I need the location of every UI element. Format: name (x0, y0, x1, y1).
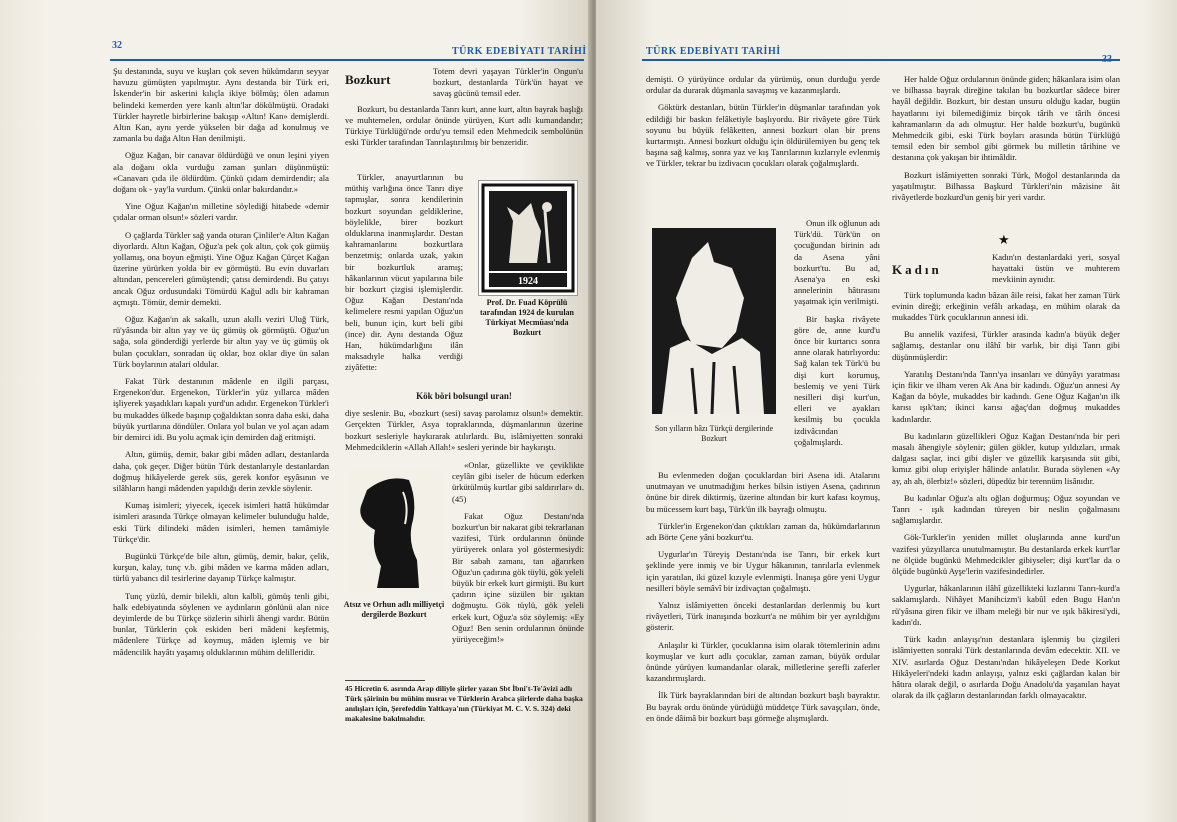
header-rule-left (110, 59, 584, 61)
header-rule-right (642, 59, 1120, 61)
paragraph: Bu kadınların güzellikleri Oğuz Kağan Destanı'nda bir peri masalı âhengiyle söylenir; gülen gökler, kutup yıldızları, ırmak dalgası saçlar, inci gibi dişler ve güzellik karşısında süt gibi, kımız gibi olup eriyişler hâlinde anlatılır. Burada söylenen «Ay ay, ah ah, ölerbiz!» sözleri, düpedüz bir terennüm lisânıdır. (892, 430, 1120, 486)
figure-atsiz-orhun-bozkurt (347, 470, 441, 592)
paragraph: Onun ilk oğlunun adı Türk'dü. Türk'ün on çocuğundan birinin adı da Asena yâni bozkurt'tu. Bu ad, Asena'ya en eski annelerinin hâtırasını yaşatmak için verilmişti. (794, 218, 880, 307)
figure-turkcu-bozkurt (652, 228, 776, 414)
paragraph: Uygurlar'ın Türeyiş Destanı'nda ise Tanrı, bir erkek kurt şeklinde yere inmiş ve bir Uygur hâkanının, tanrılarla evlenmek için yaratılan, iki güzel kızıyle evlenmişti. İnanışa göre yeni Uygur nesilleri böyle semâvî bir izdivaçtan çoğalmıştı. (646, 549, 880, 593)
kadin-intro: Kadın'ın destanlardaki yeri, sosyal hayattaki üstün ve muhterem mevkiinin aynıdır. (992, 252, 1120, 285)
left-page-column-2-mid (345, 388, 583, 459)
running-head-left: TÜRK EDEBİYATI TARİHİ (452, 46, 587, 57)
paragraph: Bozkurt, bu destanlarda Tanrı kurt, anne kurt, altın bayrak başlığı ve muhtemelen, ordular önünde yürüyen, Kurt adlı kumandandır; Türkiye Türklüğü'nde ordu'yu temsil eden Mehmedcik sembolünün eski Türkler tarafından Tanrılaştırılmış bir benzeridir. (345, 103, 583, 148)
quote-kok-bori: Kök böri bolsungıl uran! (416, 391, 512, 401)
paragraph: Altın, gümüş, demir, bakır gibi mâden adları, destanlarda daha, çok geçer. Diğer bütün Türk destanlarıyle destanlardan doğmuş hikâyelerde gerek süs, gerek konfor eşyâsının ve silâhların hangi mâdenden yapıldığı derin zevkle söylenir. (113, 449, 329, 493)
paragraph: Şu destanında, suyu ve kuşları çok seven hükümdarın seyyar havuzu gümüşten yapılmıştır. Aynı destanda bir Türk eri, İskender'in bir askerini kılıçla ikiye bölmüş; ölen adamın belindeki kemerden yere kanlı altın'lar dökülmüştü. Oradaki Türkler hayretle birbirlerine bakışıp «Altın! Kan» demişlerdi. Altın Kan, aynı yerde yükselen bir dağa ad konulmuş ve zamanla bu dağa Altın Han denilmişti. (113, 66, 329, 144)
howling-wolf-icon (347, 470, 441, 592)
right-page-column-1-narrow (794, 218, 880, 454)
running-head-right: TÜRK EDEBİYATI TARİHİ (646, 46, 781, 57)
left-page-column-2-top (345, 66, 583, 154)
paragraph: Türkler, anayurtlarının bu müthiş varlığına önce Tanrı diye tapmışlar, sonra kendilerinin bozkurt soyundan geldiklerine, böylelikle, birer bozkurt olduklarına inanmışlardır. Destan kahramanlarını bozkurtlara benzetmiş; onlarda uzak, yakın bir bozkurtluk aramış; hâkanlarının vücut yapılarına bile bir bozkurt çizgisi işlemişlerdir. Oğuz Kağan Destanı'nda kelimelere resmi yapılan Oğuz'un beli, bunun için, kurt beli gibi (ince) dir. Aynı destanda Oğuz Han, hükümdarlığını ilân maksadıyle halka verdiği ziyâfette: (345, 172, 463, 373)
figure-1-caption: Prof. Dr. Fuad Köprülü tarafından 1924 de kurulan Türkiyat Mecmûası'nda Bozkurt (479, 298, 575, 337)
paragraph: Yine Oğuz Kağan'ın milletine söylediği hitabede «demir çıdalar orman olsun!» sözleri vardır. (113, 201, 329, 223)
paragraph: Göktürk destanları, bütün Türkler'in düşmanlar tarafından yok edildiği bir baskın felâketiyle başlıyordu. Bir rivâyete göre Türk soyunu bu büyük felâketten, annesi bozkurt olan bir prens kurtarmıştı. Annesi bozkurt olduğu için öldürülemiyen bu genç tek başına sağ kalmış, sonra yaz ve kış Tanrılarının kızlarıyle evlenmiş ve Türkler, tekrar bu izdivacın çocukları olarak çoğalmışlardı. (646, 102, 880, 169)
paragraph: Fakat Türk destanının mâdenle en ilgili parçası, Ergenekon'dur. Ergenekon, Türkler'in yüz yıllarca mâden işliyerek yaşadıkları kapalı yurd'un adıdır. Ergenekon Türkler'i bu mukaddes ülkede başınıp çoğaldıktan sonra daha eski, daha büyük yurtlarına döndüler. Onlara yol bulan ve yol açan adam bir demirci idi. Bu yolu açmak için demirden dağ eritmişti. (113, 376, 329, 443)
right-page-column-2-top (892, 74, 1120, 209)
paragraph: diye seslenir. Bu, «bozkurt (sesi) savaş parolamız olsun!» demektir. Gerçekten Türkler, Asya topraklarında, düşmanlarının üzerine bozkurt sesleriyle haykırarak atılırlardı. Bu, islâmiyetten sonraki Mehmedciklerin «Allah Allah!» sesleri yerinde bir haykırıştı. (345, 408, 583, 452)
paragraph: Bozkurt islâmiyetten sonraki Türk, Moğol destanlarında da yaşatılmıştır. Bilhassa Başkurd Türkleri'nin mâzisine âit rivâyetlerde bozkurd'un geniş bir yeri vardır. (892, 169, 1120, 203)
figure-2-caption: Atsız ve Orhun adlı milliyetçi dergilerde Bozkurt (343, 600, 445, 619)
right-page (596, 0, 1177, 822)
paragraph: Oğuz Kağan, bir canavar öldürdüğü ve onun leşini yiyen ala doğanı okla vurduğu zaman şunları düşünmüştü: «Canavarı çıda ile öldürdüm. Çünkü çıdam demirdendir; ala doğanı ok - yay'la vurdum. Çünkü onlar bakırdandır.» (113, 150, 329, 195)
paragraph: Bu annelik vazifesi, Türkler arasında kadın'a büyük değer sağlamış, destanlar onu ilâhî bir varlık, bir dişi Tanrı gibi düşünmüşlerdir: (892, 329, 1120, 362)
paragraph: Bugünkü Türkçe'de bile altın, gümüş, demir, bakır, çelik, kurşun, kalay, tunç v.b. gibi mâden ve karma mâden adları, türlü yabancı dil tesirlerine dayanıp Türkçe kalmıştır. (113, 550, 329, 584)
paragraph: Türk toplumunda kadın bâzan âile reisi, fakat her zaman Türk evinin direği; erkeğinin vefâlı arkadaşı, en mühim olarak da mukaddes Türk çocuklarının annesi idi. (892, 289, 1120, 323)
paragraph: Yaratılış Destanı'nda Tanrı'ya insanları ve dünyâyı yaratması için fikir ve ilham veren Ak Ana bir kadındı. Oğuz'un annesi Ay Kağan da böyle, mukaddes bir kadındı. Gene Oğuz Kağan'ın ilk karısı ışık'tan; ikinci karısı ağaç'dan doğmuş mukaddes kadınlardır. (892, 368, 1120, 424)
paragraph: Uygurlar, hâkanlarının ilâhî güzellikteki kızlarını Tanrı-kurd'a saklamışlardı. Nihâyet Manihcizm'i kabûl eden Bugu Han'ın rü'yâsına giren fikir ve ilham meleği bir nur ve ışık bâkiresi'ydi, kadın'dı. (892, 583, 1120, 627)
paragraph: demişti. O yürüyünce ordular da yürümüş, onun durduğu yerde ordular da durarak düşmanla savaşmış ve kazanmışlardı. (646, 74, 880, 96)
paragraph: Tunç yüzlü, demir bilekli, altın kalbli, gümüş tenli gibi, halk edebiyatında söylenen ve aydınların gönlünü alan nice deyimlerde de bu Türkçe sözlerin sihirli âhengi vardır. Bütün bunlar, Türklerin çok eskiden beri mâdeni keşfetmiş, mâdenlere Türkçe ad koymuş, mâden işlemiş ve bir mâdencilik hayâtı yaşamış olduklarının mühim delilleridir. (113, 590, 329, 657)
paragraph: Türk kadın anlayışı'nın destanlara işlenmiş bu çizgileri islâmiyetten sonraki Türk destanlarında devâm edecektir. XII. ve XIV. asırlarda Oğuz Destanı'ndan hikâyeleşen Dede Korkut Hikâyeleri'ndeki kadın anlayışı, yalnız eski çağlardan kalan bir hâtıra olarak değil, o asırlarda Doğu Anadolu'da yaşanılan hayat olarak da ilk çağların destanlarından farklı olmayacaktır. (892, 634, 1120, 701)
right-page-column-1-bottom (646, 470, 880, 730)
paragraph: Oğuz Kağan'ın ak sakallı, uzun akıllı veziri Uluğ Türk, rü'yâsında bir altın yay ve üç gümüş ok görmüştü. Oğuz'un sağa, sola gönderdiği yerlerde bir altın yay ve üç gümüş ok bulan çocukları, sonradan üç oklar, boz oklar diye ün salan Türk boylarının atalari oldular. (113, 314, 329, 369)
paragraph: Bu kadınlar Oğuz'a altı oğlan doğurmuş; Oğuz soyundan ve Tanrı - ışık kadından türeyen bir neslin çoğalmasını sağlamışlardır. (892, 492, 1120, 526)
left-page-column-1 (113, 66, 329, 664)
wolf-emblem-icon (479, 181, 577, 295)
paragraph: O çağlarda Türkler sağ yanda oturan Çinliler'e Altın Kağan diyorlardı. Altın Kağan, Oğuz'a pek çok altın, çok çok gümüş yollamış, ona boyun eğmişti. Yine Oğuz Kağan Çürçet Kağan üzerine yürürken yolda bir ev görmüştü. Bu evin duvarları altından, pencereleri gümüştendi; çatısı demirdendi. Bu çatıyı ancak Oğuz ordusundaki Tömürdü Kağul adlı bir kahraman açmıştı. Tömür, demir demekti. (113, 229, 329, 307)
footnote-rule (345, 680, 425, 681)
paragraph: Gök-Turkler'in yeniden millet oluşlarında anne kurd'un vazifesi yüzyıllarca unutulmamıştır. Bu destanlarda erkek kurt'lar ne ölçüde bugünkü Mehmedcikler gibiyseler; dişi kurt'lar da o ölçüde bugünkü Ayşe'lerin vazifesindedirler. (892, 532, 1120, 577)
paragraph: Bir başka rivâyete göre de, anne kurd'u önce bir kurtarıcı sonra anne olarak hatırlıyordu: Sağ kalan tek Türk'ü bu dişi kurt korumuş, beslemiş ve yeni Türk nesilleri dişi kurt'un, elleri ve ayakları kesilmiş bu çocukla izdivâcından çoğalmışlardı. (794, 313, 880, 447)
paragraph: Anlaşılır ki Türkler, çocuklarına isim olarak tötemlerinin adını koymuşlar ve kurt adlı çocuklar, zaman zaman, büyük ordular önünde yürüyen kumandanlar olarak, milletlerine şerefli zaferler kazandırmışlardı. (646, 639, 880, 684)
paragraph: Kumaş isimleri; yiyecek, içecek isimleri hattâ hükümdar isimleri arasında Türkçe olmayan kelimeler bulunduğu halde, eski Türk dilindeki mâden isimleri, hemen tamâmiyle Türkçe'dir. (113, 500, 329, 544)
bozkurt-intro: Totem devri yaşayan Türkler'in Ongun'u bozkurt, destanlarda Türk'ün hayat ve savaş gücünü temsil eder. (433, 66, 583, 99)
wolf-on-rock-icon (652, 228, 776, 414)
paragraph: Yalnız islâmiyetten önceki destanlardan derlenmiş bu kurt rivâyetleri, Türk inanışında bozkurt'a ne mühim bir yer ayrıldığını gösterir. (646, 600, 880, 633)
paragraph: Her halde Oğuz ordularının önünde giden; hâkanlara isim olan ve bilhassa bayrak direğine takılan bu bozkurtlar sâdece birer hayâl değildir. Bozkurt, bir destan unsuru olduğu kadar, bugün hayatlarını iyi bilemediğimiz birçok târih ve târih öncesi kahramanların da adı olmuştur. Her halde bozkurt'u, bugünkü Mehmedcik gibi, eski Türk boyları arasında bütün Türklüğü temsil eden bir sembol gibi görmek bu milletin târihine ve destanına çok yakışan bir ihtimâldir. (892, 74, 1120, 163)
figure-year-label: 1924 (518, 276, 538, 287)
section-heading-kadin: Kadın (892, 262, 942, 277)
right-page-column-1-top (646, 74, 880, 176)
right-page-column-2-kadin (892, 252, 1120, 707)
left-page-column-2-narrow (345, 172, 463, 380)
section-heading-bozkurt: Bozkurt (345, 72, 391, 87)
left-page-column-2-narrow-2 (452, 460, 584, 651)
paragraph: «Onlar, güzellikte ve çeviklikte ceylân gibi iseler de hücum ederken ürkütülmüş kurtlar gibi saldırırlar» dı. (45) (452, 460, 584, 504)
figure-3-caption: Son yılların bâzı Türkçü dergilerinde Bozkurt (654, 424, 774, 443)
paragraph: Bu evlenmeden doğan çocuklardan biri Asena idi. Atalarını unutmayan ve unutmadığını herkes bilsin istiyen Asena, çadırının önüne bir direk diktirmiş, üzerine altından bir kurt kafası koymuş, bu mücessem kurt başı, Türk'ün ilk bayrağı olmuştu. (646, 470, 880, 514)
paragraph: Fakat Oğuz Destanı'nda bozkurt'un bir nakarat gibi tekrarlanan vazifesi, Türk ordularının önünde yürüyerek onlara yol göstermesiydi: Bir sabah zamanı, tan ağarırken Oğuz'un çadırına gök tüylü, gök yeleli büyük bir erkek kurt girmişti. Bu kurt çadırın içine süzülen bir ışıktan doğmuştu. Gök tüylü, gök yeleli erkek kurt, Oğuz'a söz söylemiş: «Ey Oğuz! Ben senin ordularının önünde yürüyeceğim!» (452, 510, 584, 645)
page-number-left: 32 (112, 40, 122, 51)
footnote: 45 Hicretin 6. asrında Arap diliyle şiirler yazan Sbt İbni't-Te'âvizi adlı Türk şâirinin bu mühim mısraı ve Türklerin Arabca şiirlerde daha başka anılışları için, Şerefeddin Yaltkaya'nın (Türkiyat M. C. V. S. 324) deki makalesine bakılmalıdır. (345, 684, 583, 723)
paragraph: İlk Türk bayraklarından biri de altından bozkurt başlı bayraktır. Bu bayrak ordu önünde yürüdüğü müddetçe Türk savaşçıları, önde, en önde dâimâ bir bozkurt başı görmeğe alışmışlardı. (646, 690, 880, 723)
figure-turkiyat-bozkurt (478, 180, 578, 296)
paragraph: Türkler'in Ergenekon'dan çıktıkları zaman da, hükümdarlarının adı Börte Çene yâni bozkurt'tu. (646, 520, 880, 543)
section-divider-star-icon: ★ (998, 232, 1010, 247)
